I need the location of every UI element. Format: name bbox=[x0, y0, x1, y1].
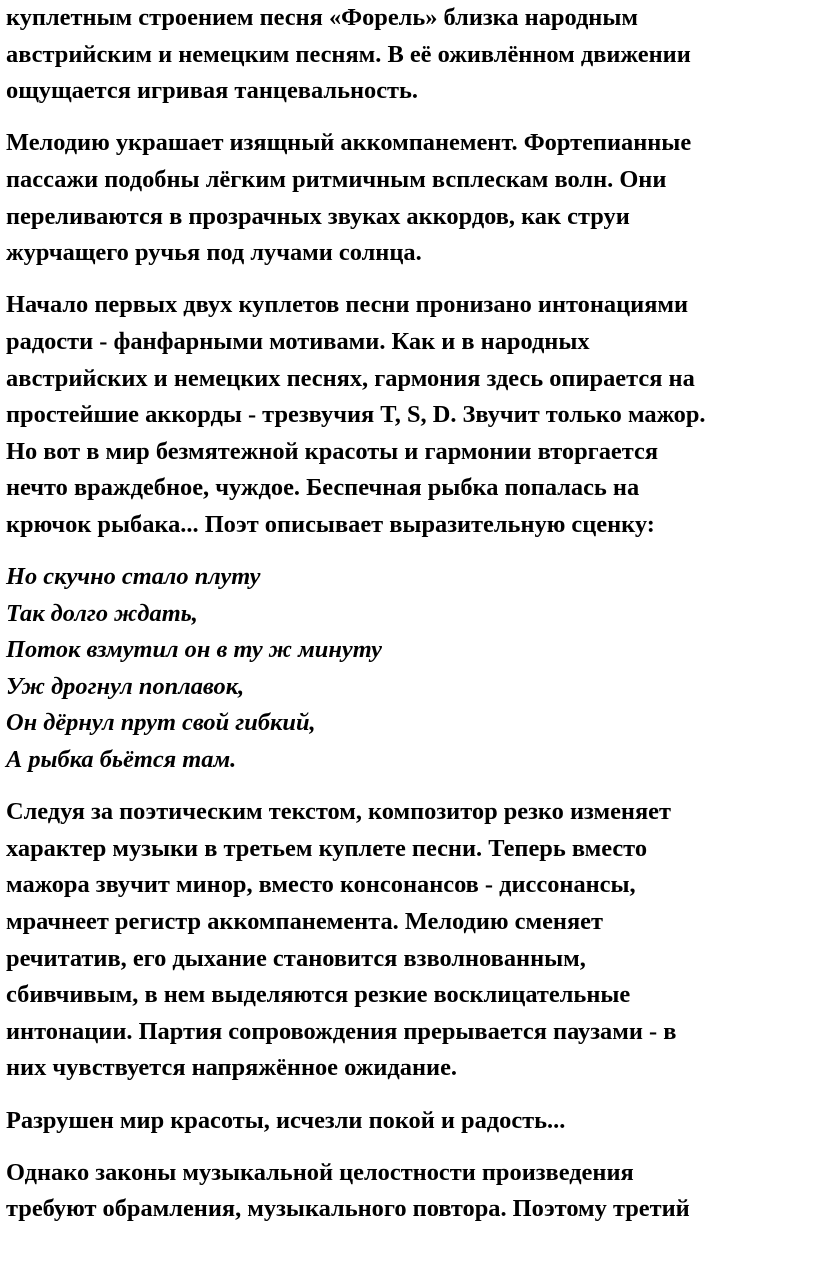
text-line: Мелодию украшает изящный аккомпанемент. Фортепианные bbox=[6, 129, 692, 157]
text-line: радости - фанфарными мотивами. Как и в народных bbox=[6, 327, 590, 355]
text-line: речитатив, его дыхание становится взволнованным, bbox=[6, 944, 586, 972]
text-line: сбивчивым, в нем выделяются резкие восклицательные bbox=[6, 981, 631, 1009]
text-line: Но вот в мир безмятежной красоты и гармонии вторгается bbox=[6, 437, 659, 465]
text-line: крючок рыбака... Поэт описывает выразительную сценку: bbox=[6, 510, 655, 538]
paragraph-gap bbox=[6, 1087, 806, 1103]
text-line: мажора звучит минор, вместо консонансов - диссонансы, bbox=[6, 871, 636, 899]
paragraph-1 bbox=[6, 0, 806, 110]
text-line: Разрушен мир красоты, исчезли покой и радость... bbox=[6, 1106, 566, 1134]
paragraph-5 bbox=[6, 1103, 806, 1140]
paragraph-gap bbox=[6, 272, 806, 288]
poem-quote bbox=[6, 559, 806, 779]
paragraph-2 bbox=[6, 125, 806, 271]
text-line: переливаются в прозрачных звуках аккордов, как струи bbox=[6, 202, 630, 230]
paragraph-gap bbox=[6, 110, 806, 126]
text-line: куплетным строением песня «Форель» близка народным bbox=[6, 4, 639, 31]
paragraph-gap bbox=[6, 779, 806, 795]
text-line: простейшие аккорды - трезвучия T, S, D. Звучит только мажор. bbox=[6, 401, 706, 429]
paragraph-gap bbox=[6, 1139, 806, 1155]
text-line: пассажи подобны лёгким ритмичным всплескам волн. Они bbox=[6, 165, 667, 193]
poem-line: А рыбка бьётся там. bbox=[6, 746, 237, 774]
poem-line: Поток взмутил он в ту ж минуту bbox=[6, 636, 382, 664]
text-line: нечто враждебное, чуждое. Беспечная рыбка попалась на bbox=[6, 474, 640, 502]
text-line: Следуя за поэтическим текстом, композитор резко изменяет bbox=[6, 798, 671, 826]
paragraph-4 bbox=[6, 794, 806, 1087]
text-line: австрийских и немецких песнях, гармония здесь опирается на bbox=[6, 364, 695, 392]
document-page bbox=[6, 0, 806, 1228]
text-line: австрийским и немецким песням. В её оживлённом движении bbox=[6, 40, 691, 68]
text-line: характер музыки в третьем куплете песни. Теперь вместо bbox=[6, 834, 648, 862]
text-line: них чувствуется напряжённое ожидание. bbox=[6, 1054, 457, 1082]
poem-line: Но скучно стало плуту bbox=[6, 563, 261, 591]
text-line: ощущается игривая танцевальность. bbox=[6, 77, 419, 105]
text-line: Начало первых двух куплетов песни пронизано интонациями bbox=[6, 291, 689, 319]
text-line: требуют обрамления, музыкального повтора. Поэтому третий bbox=[6, 1195, 690, 1223]
poem-line: Уж дрогнул поплавок, bbox=[6, 672, 245, 700]
text-line: Однако законы музыкальной целостности произведения bbox=[6, 1158, 634, 1186]
paragraph-3 bbox=[6, 287, 806, 543]
paragraph-6 bbox=[6, 1155, 806, 1228]
text-line: журчащего ручья под лучами солнца. bbox=[6, 239, 422, 267]
text-line: мрачнеет регистр аккомпанемента. Мелодию сменяет bbox=[6, 908, 603, 936]
poem-line: Он дёрнул прут свой гибкий, bbox=[6, 709, 316, 737]
text-line: интонации. Партия сопровождения прерывается паузами - в bbox=[6, 1017, 677, 1045]
poem-line: Так долго ждать, bbox=[6, 599, 198, 627]
paragraph-gap bbox=[6, 544, 806, 560]
